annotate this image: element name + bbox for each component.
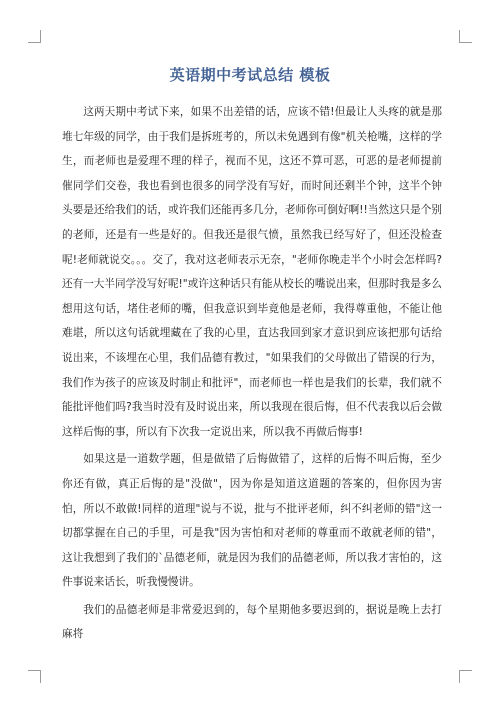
paragraph: 如果这是一道数学题，但是做错了后悔做错了，这样的后悔不叫后悔，至少你还有做，真正后悔的是"没做"，因为你是知道这道题的答案的，但你因为害怕，所以不敢做!同样的道理"说与不说，批与不批评老师，纠不纠老师的错"这一切都掌握在自己的手里，可是我"因为害怕和对老师的尊重而不敢就老师的错"，这让我想到了我们的`品德老师，就是因为我们的品德老师，所以我才害怕的，这件事说来话长，听我慢慢讲。 <box>62 453 442 589</box>
document-body <box>62 100 442 647</box>
page-corner-mark-bottom-left <box>28 670 41 683</box>
paragraph: 这两天期中考试下来，如果不出差错的话，应该不错!但最让人头疼的就是那堆七年级的同学，由于我们是拆班考的，所以未免遇到有像"机关枪嘴，这样的学生，而老师也是爱理不理的样子，视而不见，这还不算可恶，可恶的是老师提前催同学们交卷，我也看到也很多的同学没有写好，而时间还剩半个钟，这半个钟头要是还给我们的话，或许我们还能再多几分，老师你可倒好啊!!当然这只是个别的老师，还是有一些是好的。但我还是很气愤，虽然我已经写好了，但还没检查呢!老师就说交。。。交了，我对这老师表示无奈，"老师你晚走半个小时会怎样吗?还有一大半同学没写好呢!"或许这种话只有能从校长的嘴说出来，但那时我是多么想用这句话，堵住老师的嘴，但我意识到毕竟他是老师，我得尊重他，不能让他难堪，所以这句话就埋藏在了我的心里，直达我回到家才意识到应该把那句话给说出来，不该埋在心里，我们品德有教过，"如果我们的父母做出了错误的行为，我们作为孩子的应该及时制止和批评"，而老师也一样也是我们的长辈，我们就不能批评他们吗?我当时没有及时说出来，所以我现在很后悔，但不代表我以后会做这样后悔的事，所以有下次我一定说出来，所以我不再做后悔事! <box>62 106 442 438</box>
page-corner-mark-top-left <box>28 30 41 43</box>
page-corner-mark-top-right <box>459 30 472 43</box>
document-title: 英语期中考试总结 模板 <box>169 66 331 84</box>
paragraph: 我们的品德老师是非常爱迟到的，每个星期他多要迟到的，据说是晚上去打麻将 <box>62 603 442 641</box>
page-corner-mark-bottom-right <box>459 670 472 683</box>
